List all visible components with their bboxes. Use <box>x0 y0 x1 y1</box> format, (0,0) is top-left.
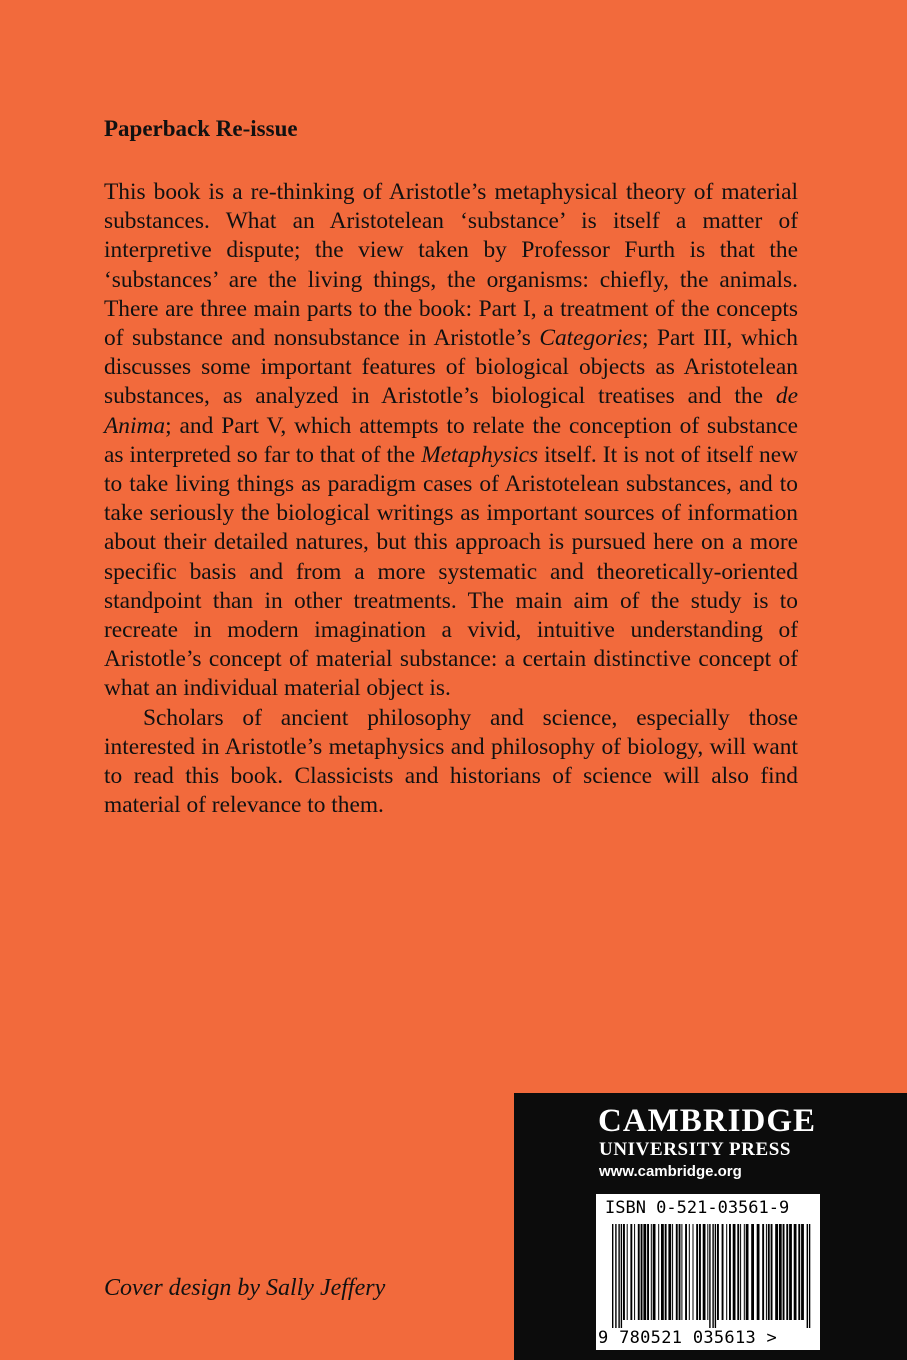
publisher-website: www.cambridge.org <box>599 1163 742 1180</box>
barcode-bar <box>746 1224 749 1320</box>
barcode-bar <box>712 1224 713 1328</box>
isbn-number: ISBN 0-521-03561-9 <box>605 1198 790 1218</box>
barcode-bar <box>661 1224 664 1320</box>
barcode-bar <box>775 1224 778 1320</box>
barcode-bar <box>676 1224 678 1320</box>
publisher-name: CAMBRIDGE <box>598 1103 817 1139</box>
title-metaphysics: Metaphysics <box>421 441 539 468</box>
barcode-bar <box>653 1224 656 1320</box>
barcode-bar <box>737 1224 739 1320</box>
barcode-bar <box>771 1224 773 1320</box>
description-text: ; Part III, which discusses some important features of biological objects as Aristotelean substances, as analyzed in Aristotle’s biological treatises and the <box>104 325 798 410</box>
publisher-block <box>514 1093 907 1360</box>
barcode-bar <box>729 1224 731 1320</box>
cover-design-credit: Cover design by Sally Jeffery <box>104 1275 386 1301</box>
barcode-bar <box>672 1224 673 1320</box>
barcode-bar <box>789 1224 792 1320</box>
barcode-bar <box>668 1224 671 1320</box>
publisher-subtitle: UNIVERSITY PRESS <box>599 1139 792 1160</box>
barcode-bar <box>801 1224 804 1320</box>
barcode-bar <box>643 1224 646 1320</box>
section-heading: Paperback Re-issue <box>104 116 298 141</box>
title-de-anima: de Anima <box>104 383 798 439</box>
barcode-bar <box>679 1224 681 1320</box>
barcode-bar <box>630 1224 632 1320</box>
barcode-bar <box>807 1224 808 1328</box>
description-text: itself. It is not of itself new to take living things as paradigm cases of Aristotelean substances, and to take seriously the biological writings as important sources of information about their detailed natures, but this approach is pursued here on a more specific basis and from a more systematic and theoretically-oriented standpoint than in other treatments. The main aim of the study is to recreate in modern imagination a vivid, intuitive understanding of Aristotle’s concept of material substance: a certain distinctive concept of what an individual material object is. <box>104 441 798 702</box>
barcode-bar <box>757 1224 760 1320</box>
barcode-bar <box>726 1224 727 1320</box>
book-description <box>104 178 798 820</box>
barcode-bar <box>809 1224 810 1328</box>
description-paragraph-2: Scholars of ancient philosophy and science, especially those interested in Aristotle’s metaphysics and philosophy of biology, will want to read this book. Classicists and historians of science will also find material of relevance to them. <box>104 704 798 819</box>
barcode-bar <box>779 1224 782 1320</box>
barcode-bar <box>707 1224 708 1320</box>
barcode-bar <box>740 1224 741 1320</box>
barcode-bar <box>722 1224 724 1320</box>
barcode-bar <box>689 1224 690 1320</box>
barcode-bar <box>693 1224 694 1320</box>
barcode-bar <box>715 1224 716 1328</box>
barcode-bar <box>651 1224 652 1320</box>
barcode-bar <box>615 1224 616 1328</box>
barcode-bar <box>685 1224 687 1320</box>
barcode-bar <box>699 1224 701 1320</box>
barcode-bar <box>647 1224 649 1320</box>
barcode-panel <box>596 1194 820 1350</box>
barcode-bar <box>798 1224 800 1320</box>
barcode-bar <box>696 1224 698 1320</box>
barcode-bar <box>641 1224 643 1320</box>
barcode-bar <box>638 1224 640 1320</box>
barcode-icon <box>612 1224 812 1328</box>
description-text: ; and Part V, which attempts to relate the conception of substance as interpreted so far to that of the <box>104 412 798 468</box>
barcode-bar <box>783 1224 785 1320</box>
barcode-bar <box>794 1224 797 1320</box>
barcode-bar <box>658 1224 659 1320</box>
barcode-bar <box>621 1224 622 1328</box>
barcode-bar <box>768 1224 770 1320</box>
barcode-bar <box>665 1224 667 1320</box>
barcode-bar <box>744 1224 745 1320</box>
barcode-bar <box>703 1224 706 1320</box>
barcode-bar <box>612 1224 613 1328</box>
barcode-bar <box>618 1224 619 1328</box>
barcode-bar <box>717 1224 719 1320</box>
barcode-bar <box>681 1224 682 1320</box>
barcode-bar <box>623 1224 625 1320</box>
barcode-bar <box>733 1224 736 1320</box>
barcode-bar <box>762 1224 764 1320</box>
description-paragraph-1 <box>104 178 798 704</box>
barcode-bar <box>786 1224 788 1320</box>
barcode-bar <box>766 1224 767 1320</box>
barcode-bar <box>751 1224 754 1320</box>
description-text: This book is a re-thinking of Aristotle’s metaphysical theory of material substances. What an Aristotelean ‘substance’ is itself a matter of interpretive dispute; the view taken by Professor Furth is that the ‘substances’ are the living things, the organisms: chiefly, the animals. There are three main parts to the book: Part I, a treatment of the concepts of substance and nonsubstance in Aristotle’s <box>104 179 798 352</box>
barcode-bar <box>709 1224 710 1328</box>
barcode-bar <box>627 1224 628 1320</box>
ean-digits: 9 780521 035613 > <box>598 1328 778 1348</box>
title-categories: Categories <box>539 325 643 352</box>
barcode-bar <box>634 1224 635 1320</box>
